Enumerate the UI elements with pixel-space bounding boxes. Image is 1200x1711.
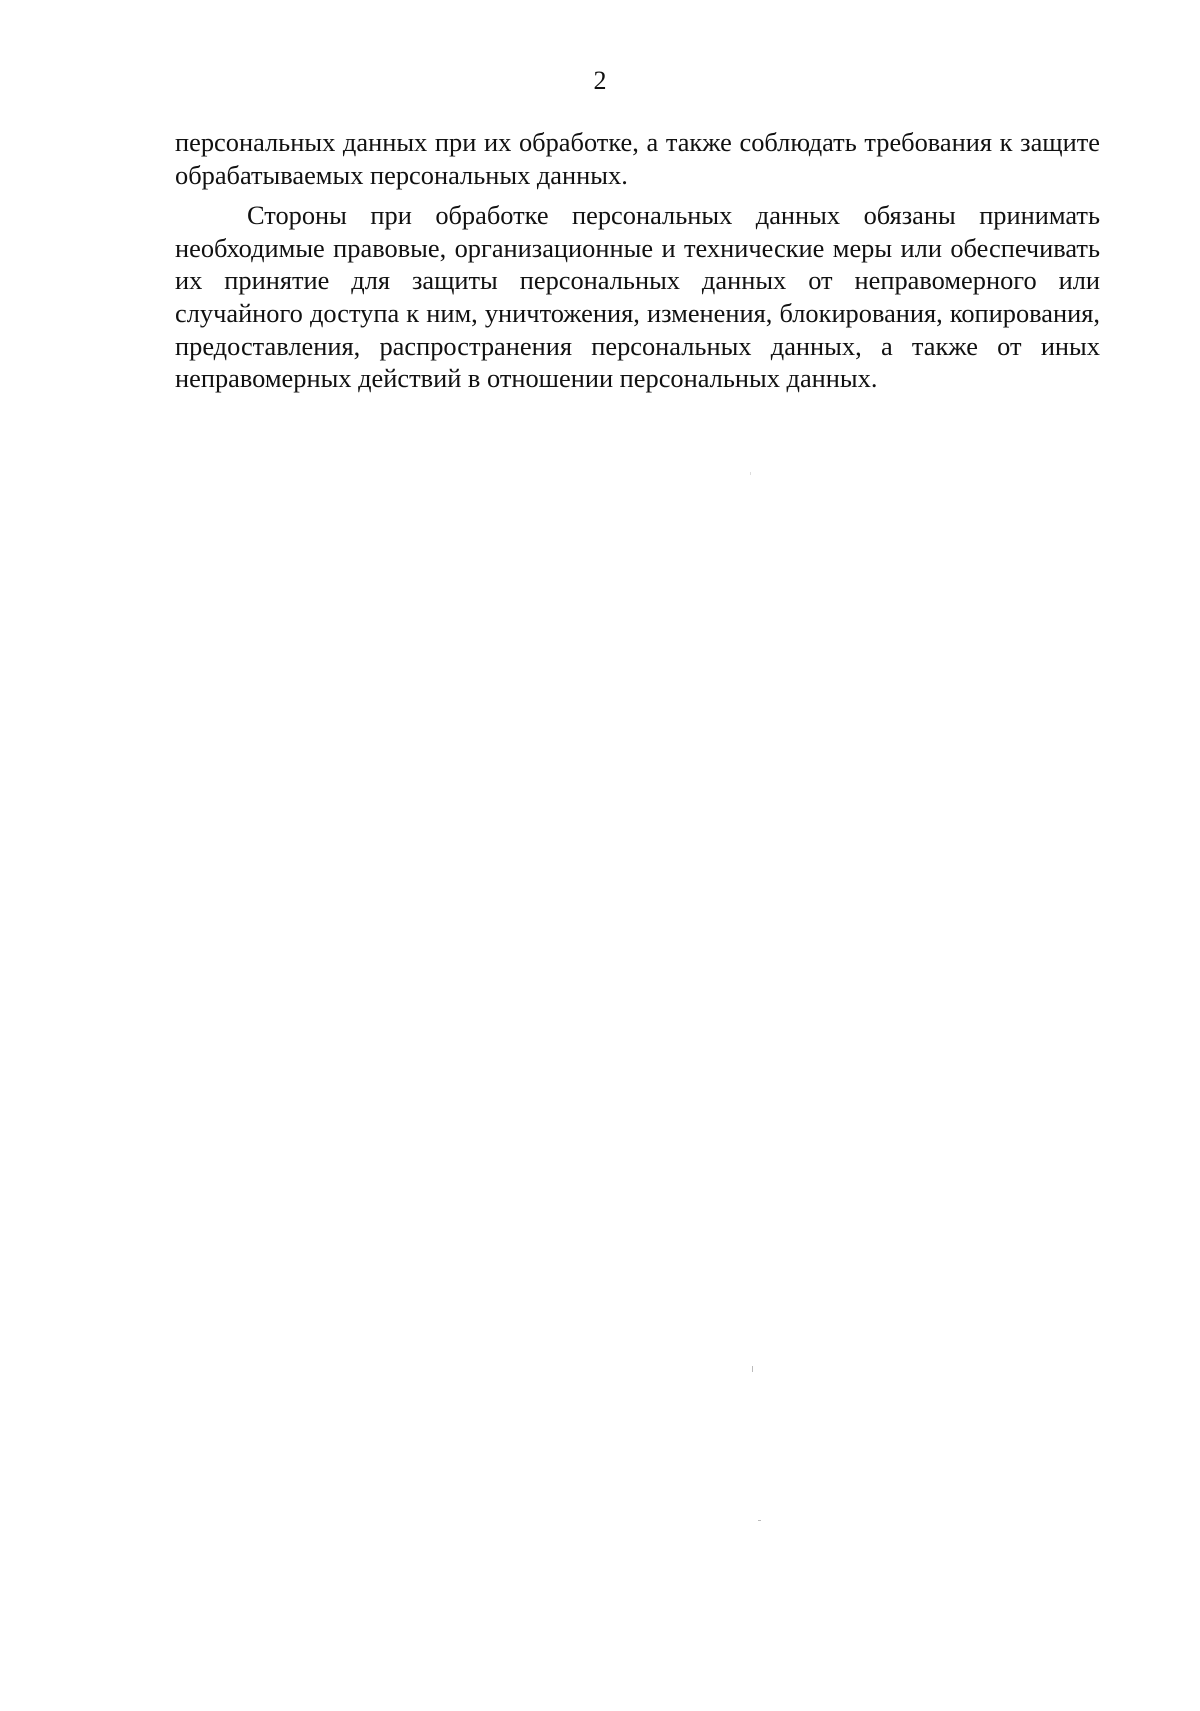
document-body: [175, 126, 1100, 395]
paragraph-continuation: персональных данных при их обработке, а также соблюдать требования к защите обрабатываемых персональных данных.: [175, 127, 1100, 190]
paragraph-obligations: Стороны при обработке персональных данных обязаны принимать необходимые правовые, организационные и технические меры или обеспечивать их принятие для защиты персональных данных от неправомерного или случайного доступа к ним, уничтожения, изменения, блокирования, копирования, предоставления, распространения персональных данных, а также от иных неправомерных действий в отношении персональных данных.: [175, 200, 1100, 394]
scan-speck: [758, 1520, 761, 1521]
scan-speck: [750, 472, 751, 475]
scan-speck: [752, 1366, 753, 1372]
page-number: 2: [593, 66, 607, 95]
